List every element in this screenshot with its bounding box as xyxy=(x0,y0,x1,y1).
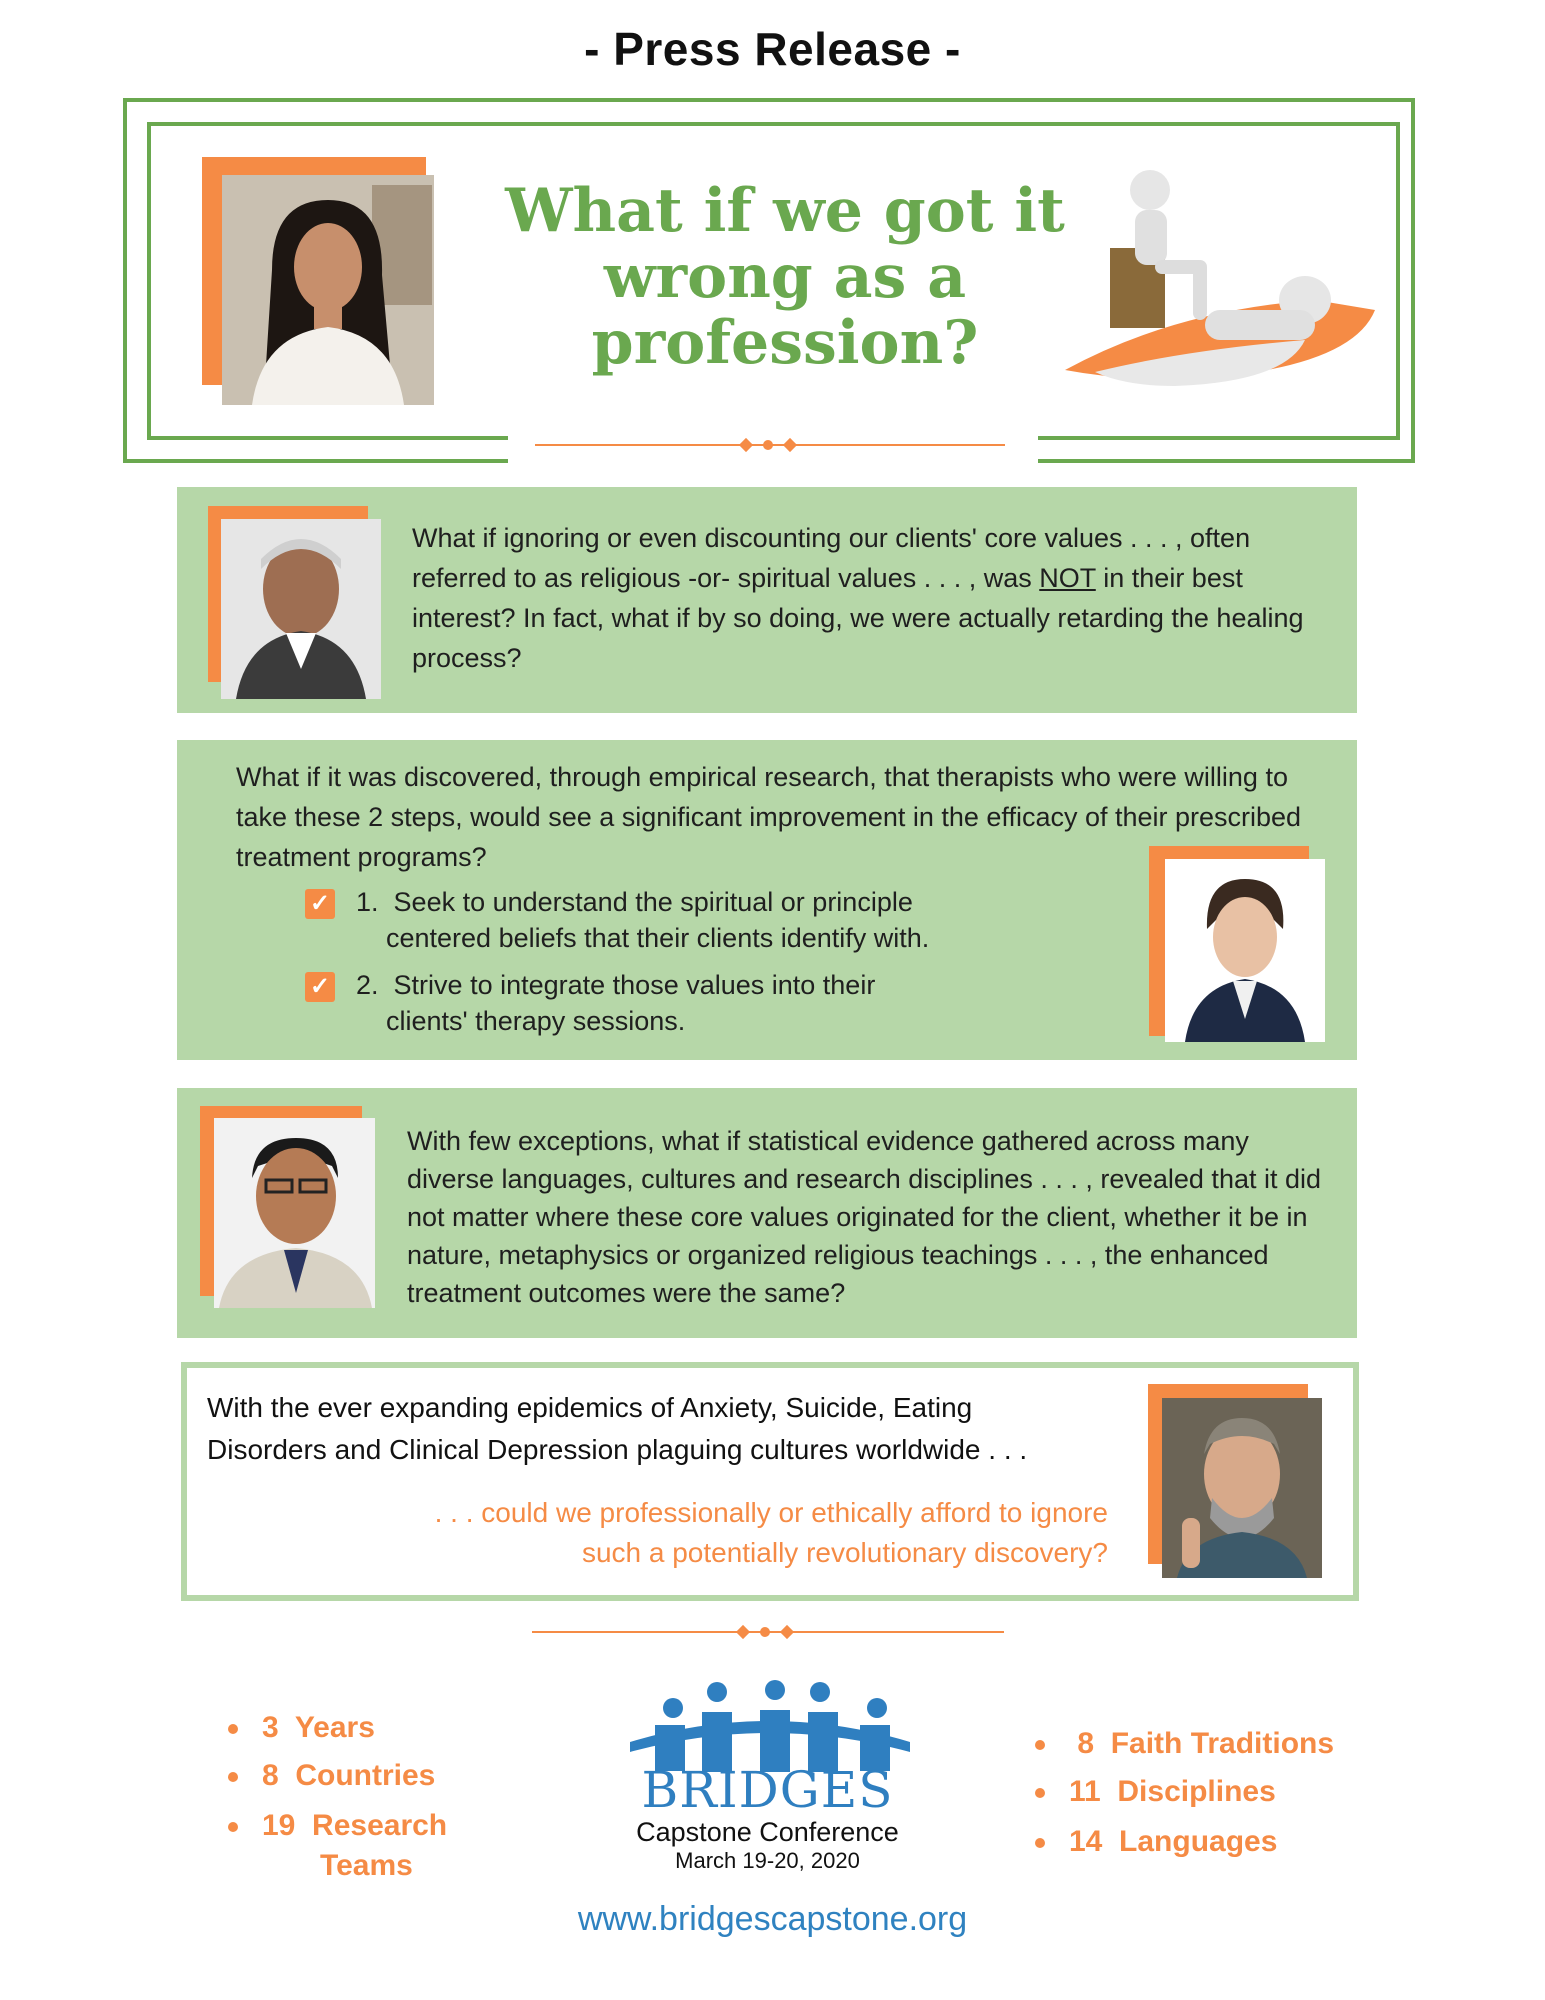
woman-portrait-photo xyxy=(222,175,434,405)
step-2 xyxy=(356,967,875,1039)
logo-name: BRIDGES xyxy=(641,1761,894,1819)
bullet-icon xyxy=(1035,1838,1045,1848)
stat-countries xyxy=(228,1756,435,1796)
stat-number: 8 xyxy=(262,1759,279,1792)
logo-subtitle: Capstone Conference xyxy=(636,1817,899,1847)
panel1-text-before: What if ignoring or even discounting our clients' core values . . . , often referred to as religious -or- spiritual values . . . , was xyxy=(412,523,1251,593)
bullet-icon xyxy=(228,1724,238,1734)
stat-faith-traditions xyxy=(1035,1724,1334,1764)
closing-line: With the ever expanding epidemics of Anxiety, Suicide, Eating xyxy=(207,1392,973,1423)
woman-professional-portrait-photo xyxy=(1165,859,1325,1042)
therapy-illustration xyxy=(1055,160,1400,400)
stat-number: 19 xyxy=(262,1809,296,1842)
checkbox-checked-icon: ✓ xyxy=(305,972,335,1002)
closing-question-line: such a potentially revolutionary discovery? xyxy=(581,1537,1108,1568)
bullet-icon xyxy=(1035,1740,1045,1750)
step-text: Strive to integrate those values into their xyxy=(393,970,876,1000)
stat-label: Teams xyxy=(320,1849,413,1882)
stat-research-teams xyxy=(228,1806,447,1886)
panel2-intro: What if it was discovered, through empirical research, that therapists who were willing to take these 2 steps, would see a significant improvement in the efficacy of their prescribed treatment programs? xyxy=(236,762,1302,872)
bullet-icon xyxy=(1035,1788,1045,1798)
older-man-portrait-photo xyxy=(221,519,381,699)
website-link[interactable]: www.bridgescapstone.org xyxy=(577,1900,968,1938)
stat-languages xyxy=(1035,1822,1277,1862)
bullet-icon xyxy=(228,1772,238,1782)
stat-label: Years xyxy=(294,1711,375,1744)
headline: What if we got it wrong as a profession? xyxy=(505,176,1065,378)
divider-ornament xyxy=(532,1625,1004,1639)
stat-number: 14 xyxy=(1069,1825,1103,1858)
stat-disciplines xyxy=(1035,1772,1276,1812)
bullet-icon xyxy=(228,1822,238,1832)
panel1-emphasis: NOT xyxy=(1039,563,1096,593)
step-text: Seek to understand the spiritual or principle xyxy=(393,887,913,917)
step-number: 2. xyxy=(356,970,379,1000)
stat-years xyxy=(228,1708,375,1748)
stat-label: Countries xyxy=(295,1759,436,1792)
step-number: 1. xyxy=(356,887,379,917)
conference-dates: March 19-20, 2020 xyxy=(675,1848,860,1873)
stat-label: Research xyxy=(312,1809,448,1842)
step-1 xyxy=(356,884,929,956)
closing-question xyxy=(200,1493,1108,1573)
smiling-man-portrait-photo xyxy=(214,1118,375,1308)
step-text: centered beliefs that their clients identify with. xyxy=(386,923,930,953)
stat-number: 8 xyxy=(1077,1727,1095,1760)
checkbox-checked-icon: ✓ xyxy=(305,889,335,919)
divider-ornament xyxy=(535,438,1005,452)
panel1-text xyxy=(412,518,1312,678)
stat-number: 3 xyxy=(262,1711,279,1744)
panel1-text-after: in their best interest? In fact, what if by so doing, we were actually retarding the healing process? xyxy=(412,563,1304,673)
stat-number: 11 xyxy=(1069,1775,1101,1808)
stat-label: Faith Traditions xyxy=(1110,1727,1335,1760)
bridges-logo xyxy=(610,1680,925,1880)
bearded-man-portrait-photo xyxy=(1162,1398,1322,1578)
stat-label: Disciplines xyxy=(1117,1775,1276,1808)
step-text: clients' therapy sessions. xyxy=(386,1006,686,1036)
closing-statement xyxy=(207,1387,1027,1471)
stat-label: Languages xyxy=(1119,1825,1278,1858)
closing-line: Disorders and Clinical Depression plaguing cultures worldwide . . . xyxy=(207,1434,1028,1465)
page-title: - Press Release - xyxy=(584,23,961,75)
closing-question-line: . . . could we professionally or ethically afford to ignore xyxy=(434,1497,1108,1528)
panel3-text: With few exceptions, what if statistical evidence gathered across many diverse languages, cultures and research disciplines . . . , revealed that it did not matter where these core values originated for the client, whether it be in nature, metaphysics or organized religious teachings . . . , the enhanced treatment outcomes were the same? xyxy=(407,1126,1322,1308)
